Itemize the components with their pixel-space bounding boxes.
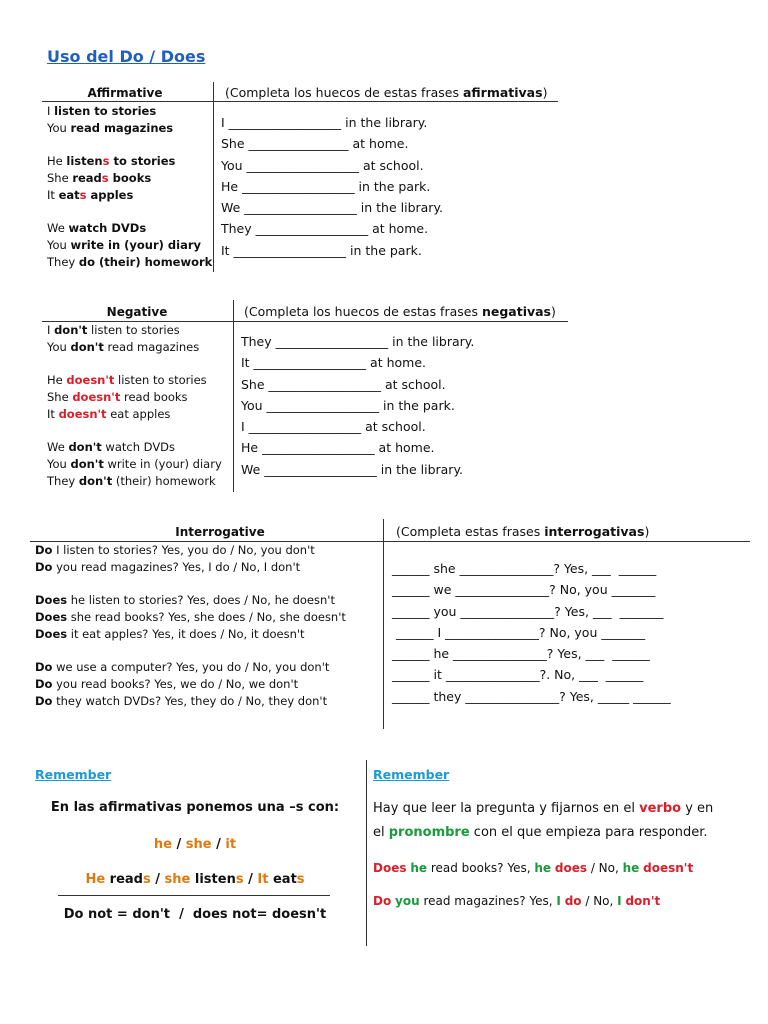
exercise-line[interactable]: I __________________ at school.	[241, 419, 426, 435]
remember-left-rule-text: En las afirmativas ponemos una –s con:	[50, 800, 340, 815]
negative-examples	[47, 322, 222, 490]
negative-exercises	[241, 331, 474, 480]
list-item: She reads books	[47, 171, 152, 185]
list-item: They don't (their) homework	[47, 474, 216, 488]
interrogative-exercises	[392, 558, 671, 707]
affirmative-header: Affirmative	[87, 86, 163, 100]
list-item: I listen to stories	[47, 104, 157, 118]
exercise-line[interactable]: He __________________ in the park.	[221, 178, 431, 194]
list-item: Does she read books? Yes, she does / No, she doesn't	[35, 610, 346, 624]
interrogative-examples	[35, 542, 346, 710]
list-item: We watch DVDs	[47, 221, 147, 235]
exercise-line[interactable]: She __________________ at school.	[241, 376, 446, 392]
affirmative-examples	[47, 103, 212, 271]
exercise-line[interactable]: They __________________ in the library.	[241, 334, 475, 349]
page-title: Uso del Do / Does	[47, 47, 206, 66]
exercise-line[interactable]: I __________________ in the library.	[221, 115, 428, 130]
negative-instruction: (Completa los huecos de estas frases negativas)	[244, 304, 556, 319]
affirmative-exercises	[221, 112, 443, 261]
exercise-line[interactable]: It __________________ in the park.	[221, 242, 422, 258]
affirmative-instruction: (Completa los huecos de estas frases afirmativas)	[225, 85, 548, 100]
interrogative-divider	[383, 519, 384, 729]
exercise-line[interactable]: We __________________ in the library.	[241, 461, 464, 477]
list-item: They do (their) homework	[47, 255, 213, 269]
remember-contraction: Do not = don't / does not= doesn't	[63, 907, 327, 922]
remember-column-divider	[366, 760, 367, 946]
exercise-line[interactable]: She ________________ at home.	[221, 136, 409, 152]
list-item: He doesn't listen to stories	[47, 373, 207, 387]
affirmative-divider	[213, 82, 214, 272]
exercise-line[interactable]: We __________________ in the library.	[221, 200, 444, 216]
exercise-line[interactable]: ______ she _______________? Yes, ___ ______	[392, 561, 657, 576]
exercise-line[interactable]: You __________________ in the park.	[241, 397, 455, 413]
list-item: Do I listen to stories? Yes, you do / No, you don't	[35, 543, 315, 557]
exercise-line[interactable]: ______ they _______________? Yes, _____ ______	[392, 688, 671, 704]
list-item: We don't watch DVDs	[47, 440, 176, 454]
list-item: Do they watch DVDs? Yes, they do / No, they don't	[35, 694, 328, 708]
remember-example: He reads / she listens / It eats	[85, 872, 305, 887]
list-item: You don't write in (your) diary	[47, 457, 222, 471]
list-item: Does he listen to stories? Yes, does / No, he doesn't	[35, 593, 335, 607]
list-item: Do we use a computer? Yes, you do / No, you don't	[35, 660, 330, 674]
list-item: You read magazines	[47, 121, 174, 135]
remember-divider	[58, 895, 330, 896]
list-item: Does it eat apples? Yes, it does / No, it doesn't	[35, 627, 305, 641]
remember-example-do: Do you read magazines? Yes, I do / No, I don't	[373, 894, 661, 908]
interrogative-header: Interrogative	[175, 525, 265, 539]
list-item: He listens to stories	[47, 154, 176, 168]
remember-right-line1: Hay que leer la pregunta y fijarnos en el verbo y en	[373, 801, 714, 816]
exercise-line[interactable]: ______ you _______________? Yes, ___ _______	[392, 603, 664, 619]
list-item: You write in (your) diary	[47, 238, 202, 252]
list-item: Do you read magazines? Yes, I do / No, I don't	[35, 560, 301, 574]
exercise-line[interactable]: ______ I _______________? No, you _______	[392, 624, 646, 640]
exercise-line[interactable]: ______ he _______________? Yes, ___ ______	[392, 646, 650, 662]
exercise-line[interactable]: It __________________ at home.	[241, 355, 426, 371]
remember-example-does: Does he read books? Yes, he does / No, he doesn't	[373, 861, 694, 875]
remember-right-line2: el pronombre con el que empieza para responder.	[373, 825, 708, 840]
remember-left-heading: Remember	[35, 767, 112, 782]
exercise-line[interactable]: You __________________ at school.	[221, 157, 424, 173]
remember-right-heading: Remember	[373, 767, 450, 782]
list-item: It eats apples	[47, 188, 134, 202]
exercise-line[interactable]: ______ we _______________? No, you _______	[392, 582, 656, 598]
affirmative-rule	[42, 101, 558, 102]
negative-header: Negative	[106, 305, 168, 319]
list-item: Do you read books? Yes, we do / No, we don't	[35, 677, 299, 691]
remember-pronouns: he / she / it	[153, 837, 237, 852]
list-item: It doesn't eat apples	[47, 407, 171, 421]
list-item: She doesn't read books	[47, 390, 188, 404]
exercise-line[interactable]: He __________________ at home.	[241, 440, 435, 456]
list-item: I don't listen to stories	[47, 323, 180, 337]
list-item: You don't read magazines	[47, 340, 200, 354]
exercise-line[interactable]: They __________________ at home.	[221, 221, 429, 237]
exercise-line[interactable]: ______ it _______________?. No, ___ ______	[392, 667, 644, 683]
interrogative-instruction: (Completa estas frases interrogativas)	[396, 524, 650, 539]
negative-divider	[233, 300, 234, 492]
